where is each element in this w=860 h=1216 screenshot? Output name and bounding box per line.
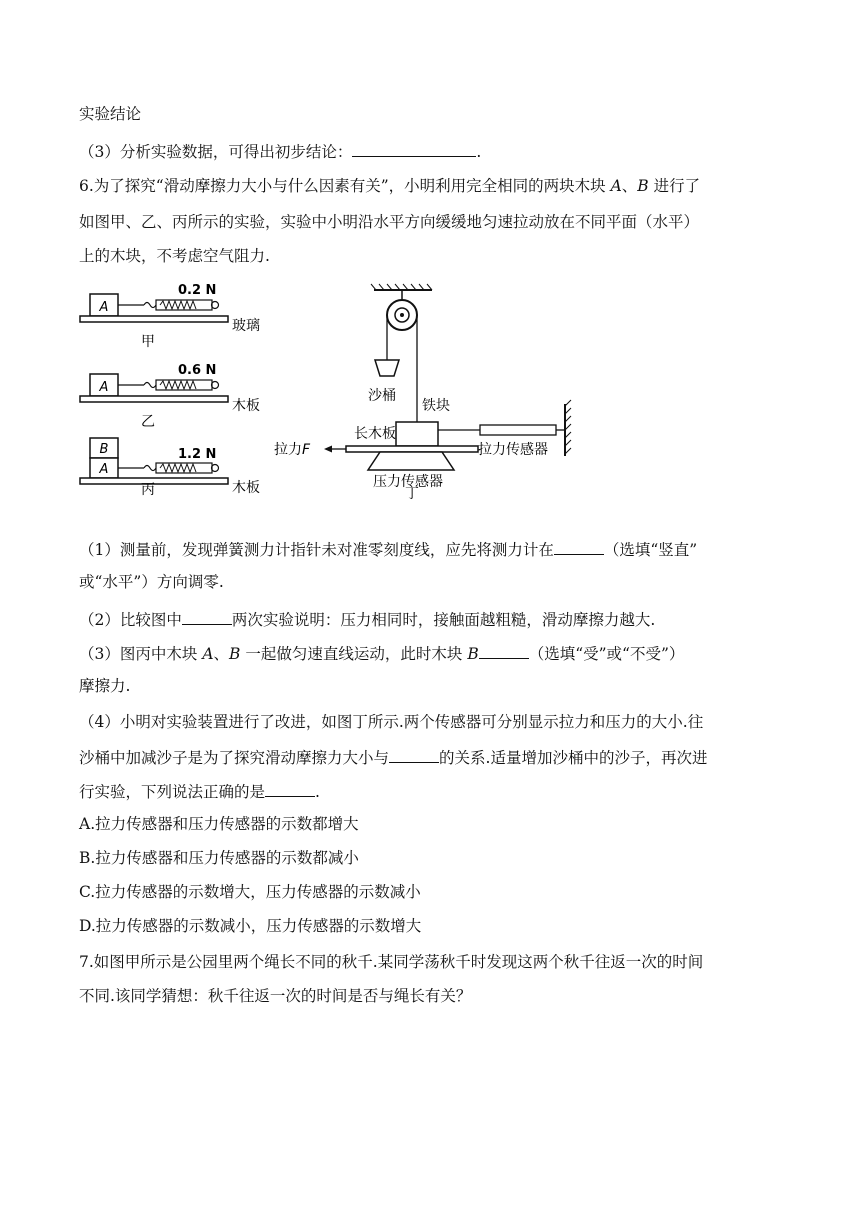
figure-jia [80,283,260,350]
board-label: 长木板 [354,426,396,442]
iron-label: 铁块 [422,398,450,414]
tension-sensor-label: 拉力传感器 [478,442,548,458]
answer-blank[interactable] [182,608,232,625]
surface-label: 木板 [232,480,260,496]
figure-yi [80,363,260,430]
figure-caption: 丙 [141,482,155,498]
answer-blank[interactable] [265,780,315,797]
block-label: A [99,380,109,395]
figure-ding [274,284,571,500]
answer-blank[interactable] [554,538,604,555]
q6-part3-line2: 摩擦力. [79,677,131,695]
q5-part3: （3）分析实验数据，可得出初步结论： . [79,140,481,162]
bucket-label: 沙桶 [368,388,396,404]
q6-part3-line1: （3）图丙中木块 A、B 一起做匀速直线运动，此时木块 B （选填“受”或“不受”） [79,642,684,664]
answer-blank[interactable] [389,746,439,763]
option-c[interactable]: C.拉力传感器的示数增大，压力传感器的示数减小 [79,883,421,901]
section-title: 实验结论 [79,105,142,123]
q6-part4-line1: （4）小明对实验装置进行了改进，如图丁所示.两个传感器可分别显示拉力和压力的大小.往 [79,713,704,731]
long-board [346,446,478,452]
figure-caption: 甲 [141,334,155,350]
q6-intro-line3: 上的木块，不考虑空气阻力. [79,247,270,265]
q7-line1: 7.如图甲所示是公园里两个绳长不同的秋千.某同学荡秋千时发现这两个秋千往返一次的时间 [79,953,704,971]
surface-label: 木板 [232,398,260,414]
surface-board [80,396,228,402]
block-label: A [99,300,109,315]
figure-caption: 乙 [141,414,155,430]
pressure-sensor [368,452,454,470]
pressure-sensor-label: 压力传感器 [373,474,443,490]
block-label: B [99,442,109,457]
tension-sensor [480,425,556,435]
figure-caption: 丁 [405,486,419,500]
q6-part1-line1: （1）测量前，发现弹簧测力计指针未对准零刻度线，应先将测力计在 （选填“竖直” [79,538,697,560]
force-reading: 0.2 N [178,283,217,298]
iron-block [396,422,438,446]
q6-part4-line2: 沙桶中加减沙子是为了探究滑动摩擦力大小与 的关系.适量增加沙桶中的沙子，再次进 [79,746,707,768]
answer-blank[interactable] [479,642,529,659]
surface-label: 玻璃 [232,318,260,334]
sand-bucket [375,360,399,376]
option-b[interactable]: B.拉力传感器和压力传感器的示数都减小 [79,849,359,867]
force-reading: 0.6 N [178,363,217,378]
surface-glass [80,316,228,322]
option-a[interactable]: A.拉力传感器和压力传感器的示数都增大 [79,815,359,833]
option-d[interactable]: D.拉力传感器的示数减小，压力传感器的示数增大 [79,917,422,935]
q6-part1-line2: 或“水平”）方向调零. [79,573,224,591]
figure-bing [80,438,260,498]
pull-label: 拉力F [274,442,311,458]
q6-part4-line3: 行实验，下列说法正确的是 . [79,780,320,802]
q6-intro-line2: 如图甲、乙、丙所示的实验，实验中小明沿水平方向缓缓地匀速拉动放在不同平面（水平） [79,213,700,231]
force-reading: 1.2 N [178,447,217,462]
q7-line2: 不同.该同学猜想：秋千往返一次的时间是否与绳长有关？ [79,987,472,1005]
block-label: A [99,462,109,477]
q6-part2: （2）比较图中 两次实验说明：压力相同时，接触面越粗糙，滑动摩擦力越大. [79,608,655,630]
q6-intro-line1: 6.为了探究“滑动摩擦力大小与什么因素有关”，小明利用完全相同的两块木块 A、B 进行了 [79,177,701,195]
answer-blank[interactable] [352,140,476,157]
experiment-figure [78,278,578,500]
